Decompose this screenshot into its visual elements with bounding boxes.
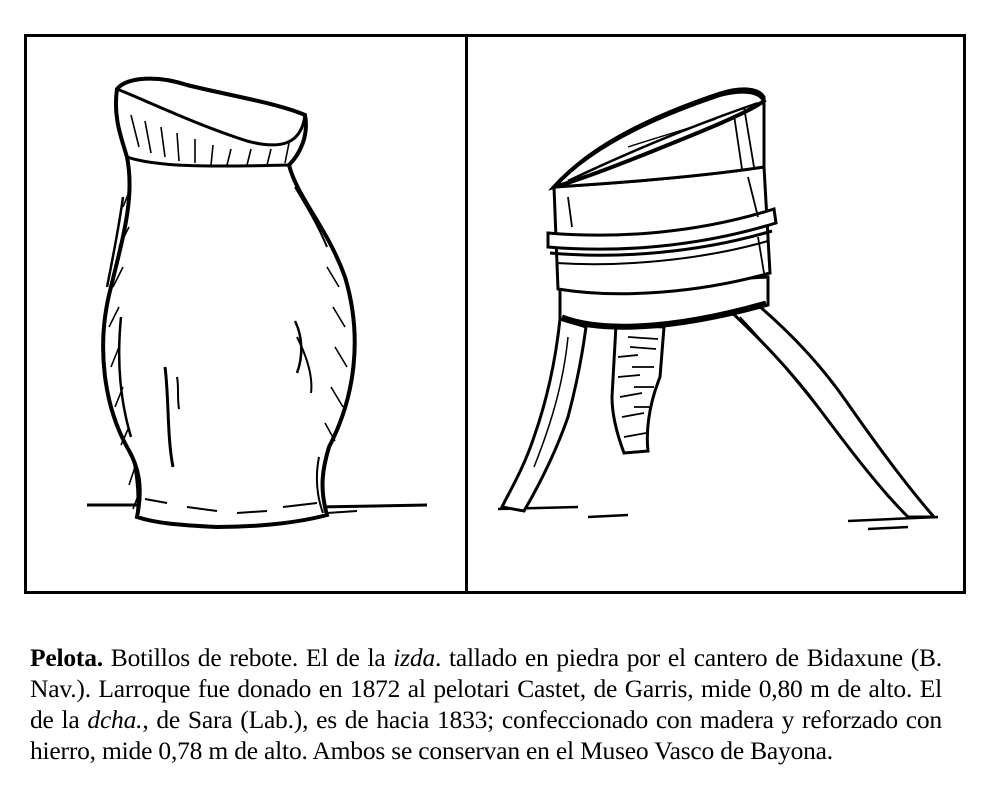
left-panel	[27, 37, 465, 591]
figure-caption	[30, 642, 942, 766]
wooden-bote-illustration	[468, 37, 963, 591]
figure-frame	[24, 34, 966, 594]
caption-text-3: , de Sara (Lab.), es de hacia 1833; confeccionado con madera y reforzado con hierro, mide 0,78 m de alto. Ambos se conservan en el Museo Vasco de Bayona.	[30, 704, 942, 765]
caption-text-1: Botillos de rebote. El de la	[102, 642, 394, 672]
caption-izda: izda	[393, 642, 435, 672]
right-panel	[468, 37, 963, 591]
caption-text-2: . tallado en piedra por el cantero de Bidaxune (B. Nav.). Larroque fue donado en 1872 al pelotari Castet, de Garris, mide 0,80 m de alto. El de la	[30, 642, 942, 734]
caption-lead: Pelota.	[30, 642, 103, 672]
caption-dcha: dcha.	[87, 704, 143, 734]
stone-bote-illustration	[27, 37, 465, 591]
